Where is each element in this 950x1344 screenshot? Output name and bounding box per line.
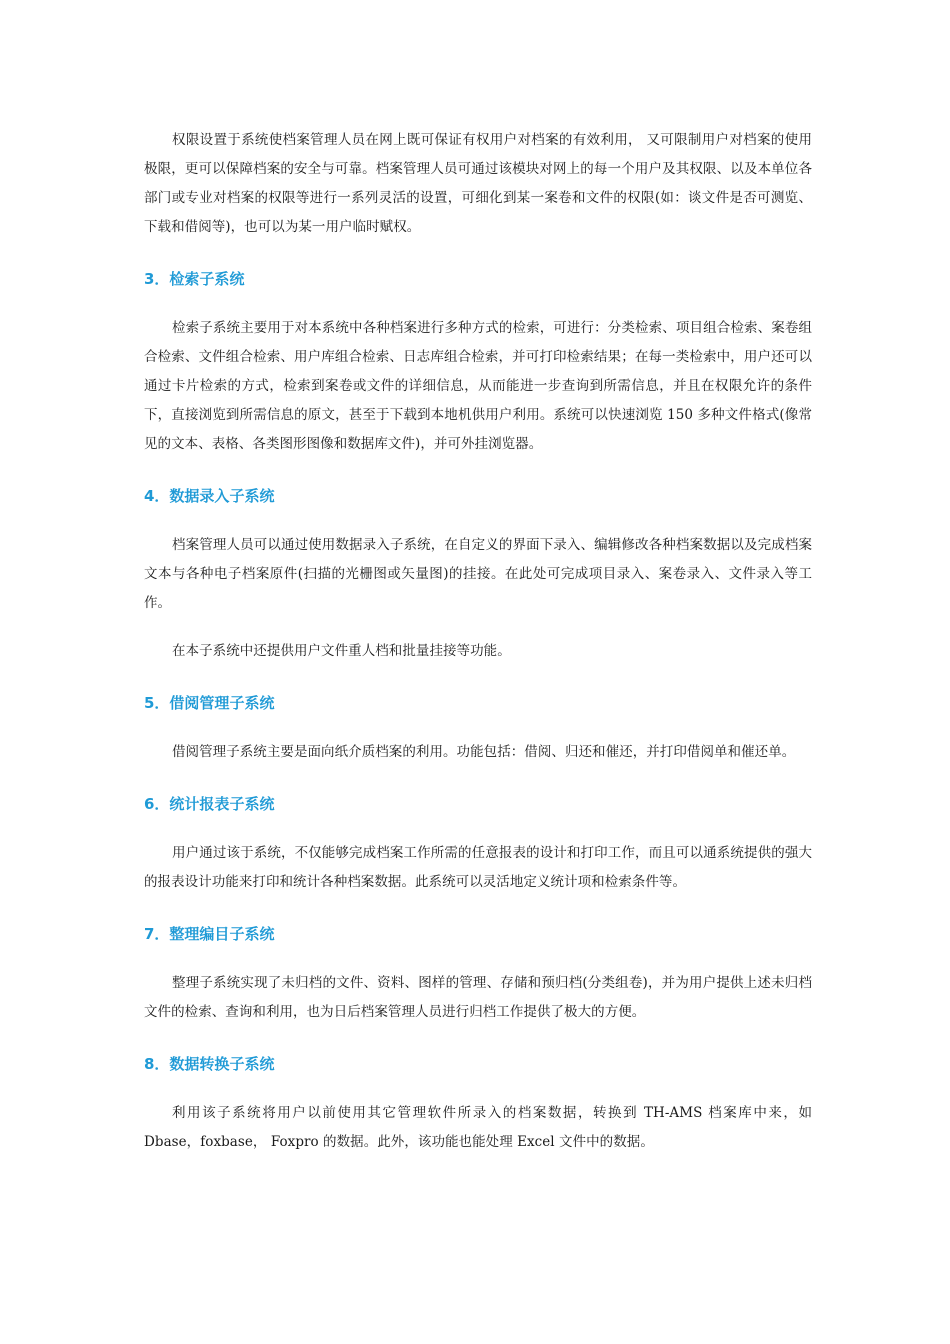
paragraph-retrieval: 检索子系统主要用于对本系统中各种档案进行多种方式的检索，可进行：分类检索、项目组合检索、案卷组合检索、文件组合检索、用户库组合检索、日志库组合检索，并可打印检索结果；在每一类检索中，用户还可以通过卡片检索的方式，检索到案卷或文件的详细信息，从而能进一步查询到所需信息，并且在权限允许的条件下，直接浏览到所需信息的原文，甚至于下载到本地机供用户利用。系统可以快速浏览 150 多种文件格式(像常见的文本、表格、各类图形图像和数据库文件)，并可外挂浏览器。: [144, 320, 812, 452]
paragraph-statistics: 用户通过该于系统，不仅能够完成档案工作所需的任意报表的设计和打印工作，而且可以通系统提供的强大的报表设计功能来打印和统计各种档案数据。此系统可以灵活地定义统计项和检索条件等。: [144, 845, 812, 890]
paragraph-permissions: 权限设置于系统使档案管理人员在网上既可保证有权用户对档案的有效利用， 又可限制用户对档案的使用极限，更可以保障档案的安全与可靠。档案管理人员可通过该模块对网上的每一个用户及其权限、以及本单位各部门或专业对档案的权限等进行一系列灵活的设置，可细化到某一案卷和文件的权限(如：谈文件是否可测览、下载和借阅等)，也可以为某一用户临时赋权。: [144, 132, 812, 235]
heading-retrieval-subsystem: 3．检索子系统: [144, 270, 245, 288]
heading-cataloging-subsystem: 7．整理编目子系统: [144, 925, 275, 943]
paragraph-borrowing: 借阅管理子系统主要是面向纸介质档案的利用。功能包括：借阅、归还和催还，并打印借阅单和催还单。: [172, 744, 796, 760]
paragraph-cataloging: 整理子系统实现了未归档的文件、资料、图样的管理、存储和预归档(分类组卷)，并为用户提供上述未归档文件的检索、查询和利用，也为日后档案管理人员进行归档工作提供了极大的方便。: [144, 975, 812, 1020]
heading-conversion-subsystem: 8．数据转换子系统: [144, 1055, 275, 1073]
paragraph-data-entry-extra: 在本子系统中还提供用户文件重人档和批量挂接等功能。: [172, 643, 511, 659]
heading-statistics-subsystem: 6．统计报表子系统: [144, 795, 275, 813]
document-body: [144, 126, 812, 1157]
paragraph-conversion: 利用该子系统将用户以前使用其它管理软件所录入的档案数据，转换到 TH-AMS 档案库中来，如 Dbase，foxbase， Foxpro 的数据。此外，该功能也能处理 Excel 文件中的数据。: [144, 1105, 812, 1150]
heading-data-entry-subsystem: 4．数据录入子系统: [144, 487, 275, 505]
paragraph-data-entry: 档案管理人员可以通过使用数据录入子系统，在自定义的界面下录入、编辑修改各种档案数据以及完成档案文本与各种电子档案原件(扫描的光栅图或矢量图)的挂接。在此处可完成项目录入、案卷录入、文件录入等工作。: [144, 537, 812, 611]
heading-borrowing-subsystem: 5．借阅管理子系统: [144, 694, 275, 712]
